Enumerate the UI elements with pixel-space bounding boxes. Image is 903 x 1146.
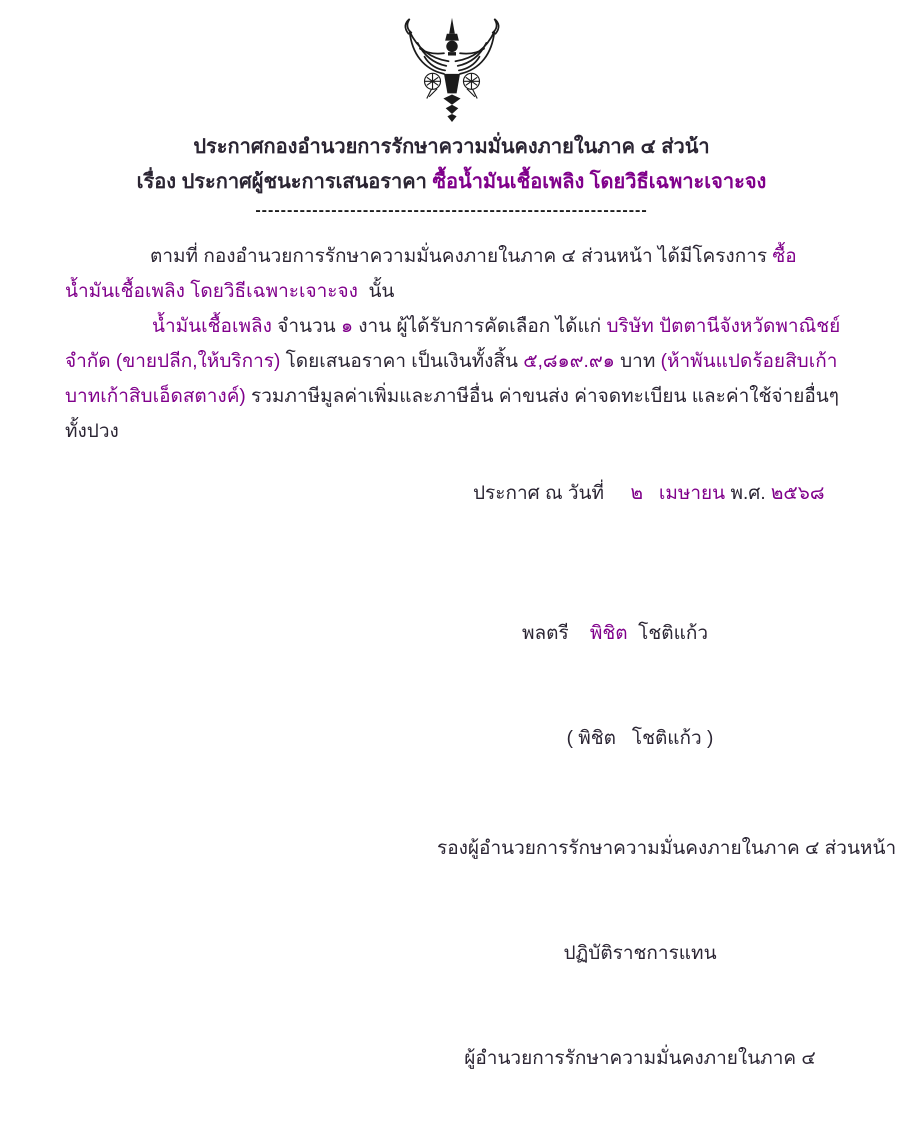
document-body	[0, 239, 903, 511]
document-subject	[0, 165, 903, 200]
document-title	[0, 130, 903, 165]
garuda-emblem-icon	[389, 8, 515, 134]
signatory-name-parens: ( พิชิต โชติแก้ว )	[566, 728, 714, 749]
signatory-rank-name: พลตรี พิชิต โชติแก้ว	[521, 623, 708, 644]
proclamation-date-line: ประกาศ ณ วันที่ ๒ เมษายน พ.ศ. ๒๕๖๘	[473, 483, 825, 504]
document-title-text: ประกาศกองอำนวยการรักษาความมั่นคงภายในภาค ๔ ส่วน้า	[193, 136, 710, 158]
signatory-position-2: ผู้อำนวยการรักษาความมั่นคงภายในภาค ๔	[464, 1048, 816, 1069]
subject-highlight: ซื้อน้ำมันเชื้อเพลิง โดยวิธีเฉพาะเจาะจง	[432, 171, 767, 193]
signature-block	[437, 546, 897, 1146]
dashed-divider: --------------------------------------------------------------	[255, 202, 648, 219]
garuda-emblem	[0, 0, 903, 130]
subject-prefix: เรื่อง ประกาศผู้ชนะการเสนอราคา	[136, 171, 433, 193]
paragraph-2: น้ำมันเชื้อเพลิง จำนวน ๑ งาน ผู้ได้รับการคัดเลือก ได้แก่ บริษัท ปัตตานีจังหวัดพาณิชย์ จำกัด (ขายปลีก,ให้บริการ) โดยเสนอราคา เป็นเงินทั้งสิ้น ๕,๘๑๙.๙๑ บาท (ห้าพันแปดร้อยสิบเก้าบาทเก้าสิบเอ็ดสตางค์) รวมภาษีมูลค่าเพิ่มและภาษีอื่น ค่าขนส่ง ค่าจดทะเบียน และค่าใช้จ่ายอื่นๆ ทั้งปวง	[65, 316, 846, 442]
paragraph-1: ตามที่ กองอำนวยการรักษาความมั่นคงภายในภาค ๔ ส่วนหน้า ได้มีโครงการ ซื้อน้ำมันเชื้อเพลิง โดยวิธีเฉพาะเจาะจง นั้น	[65, 246, 797, 302]
signatory-position-1: รองผู้อำนวยการรักษาความมั่นคงภายในภาค ๔ ส่วนหน้า	[437, 838, 897, 859]
signatory-acting-line: ปฏิบัติราชการแทน	[563, 943, 717, 964]
